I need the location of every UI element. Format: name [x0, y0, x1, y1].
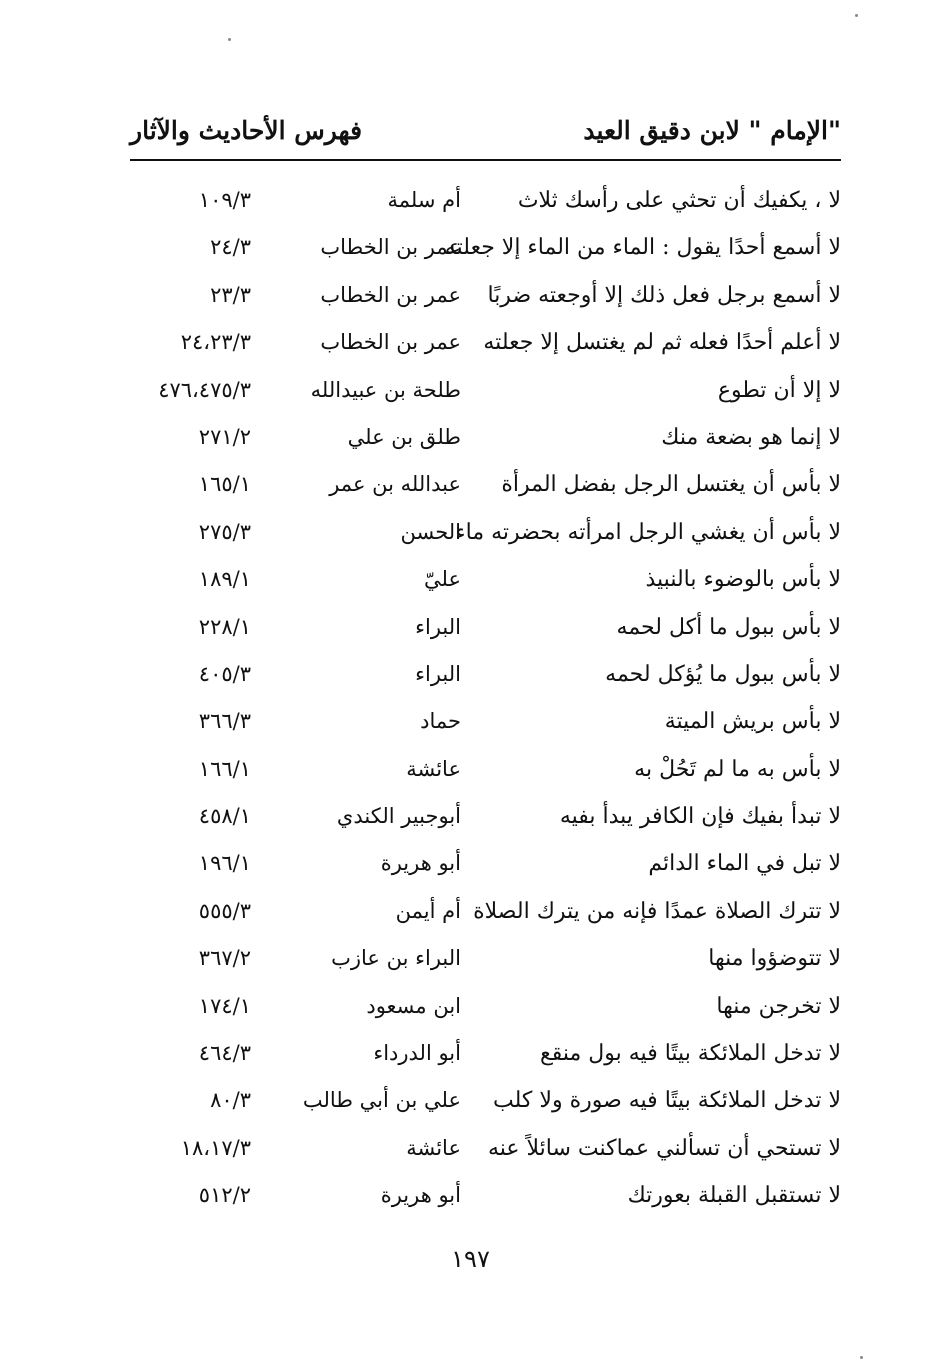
narrator: عمر بن الخطاب: [320, 235, 461, 260]
index-entry: [130, 279, 841, 326]
index-entry: [130, 753, 841, 800]
narrator: عائشة: [406, 1135, 461, 1160]
volume-page-ref: ١٩٦/١: [198, 851, 251, 876]
volume-page-ref: ٢٤،٢٣/٣: [180, 330, 251, 355]
index-entry: [130, 658, 841, 705]
volume-page-ref: ٣٦٧/٢: [198, 946, 251, 971]
hadith-text: لا تتوضؤوا منها: [708, 946, 841, 972]
hadith-text: لا تبدأ بفيك فإن الكافر يبدأ بفيه: [559, 804, 841, 830]
hadith-text: لا أسمع برجل فعل ذلك إلا أوجعته ضربًا: [487, 282, 841, 308]
index-entry: [130, 1037, 841, 1084]
volume-page-ref: ١٨،١٧/٣: [180, 1135, 251, 1160]
index-entry: [130, 516, 841, 563]
scan-speck: [860, 1356, 863, 1359]
hadith-text: لا تبل في الماء الدائم: [648, 851, 841, 877]
narrator: أبو هريرة: [380, 1183, 461, 1208]
narrator: أم سلمة: [387, 188, 461, 212]
volume-page-ref: ٥١٢/٢: [198, 1183, 251, 1208]
narrator: عمر بن الخطاب: [320, 330, 461, 355]
volume-page-ref: ٢٧١/٢: [198, 424, 251, 449]
index-entry: [130, 1132, 841, 1179]
volume-page-ref: ١٦٥/١: [198, 472, 251, 497]
volume-page-ref: ٤٦٤/٣: [198, 1041, 251, 1066]
volume-page-ref: ٢٢٨/١: [198, 614, 251, 639]
hadith-text: لا بأس ببول ما يُؤكل لحمه: [605, 661, 841, 687]
hadith-index-list: [130, 184, 841, 1227]
volume-page-ref: ٤٧٦،٤٧٥/٣: [158, 377, 251, 402]
volume-page-ref: ٢٤/٣: [210, 235, 251, 260]
scan-speck: [228, 38, 231, 41]
volume-page-ref: ١٧٤/١: [198, 993, 251, 1018]
volume-page-ref: ٤٠٥/٣: [198, 661, 251, 686]
index-entry: [130, 800, 841, 847]
narrator: عائشة: [406, 756, 461, 781]
hadith-text: لا تستحي أن تسألني عماكنت سائلاً عنه: [487, 1135, 841, 1161]
narrator: عمر بن الخطاب: [320, 282, 461, 307]
hadith-text: لا تدخل الملائكة بيتًا فيه صورة ولا كلب: [493, 1088, 841, 1114]
hadith-text: لا بأس أن يغشي الرجل امرأته بحضرته ماء: [455, 519, 841, 545]
page-number: ١٩٧: [451, 1245, 490, 1273]
section-title: فهرس الأحاديث والآثار: [130, 116, 363, 145]
index-entry: [130, 895, 841, 942]
hadith-text: لا تستقبل القبلة بعورتك: [627, 1183, 841, 1209]
hadith-text: لا بأس أن يغتسل الرجل بفضل المرأة: [501, 472, 841, 498]
hadith-text: لا ، يكفيك أن تحثي على رأسك ثلاث: [517, 188, 841, 213]
volume-page-ref: ١٦٦/١: [198, 756, 251, 781]
index-entry: [130, 1084, 841, 1131]
index-entry: [130, 942, 841, 989]
narrator: أبوجبير الكندي: [336, 804, 461, 829]
index-entry: [130, 1179, 841, 1226]
volume-page-ref: ٨٠/٣: [210, 1088, 251, 1113]
index-entry: [130, 184, 841, 231]
hadith-text: لا إنما هو بضعة منك: [661, 424, 841, 450]
hadith-text: لا تخرجن منها: [716, 993, 841, 1019]
hadith-text: لا بأس بالوضوء بالنبيذ: [645, 567, 841, 593]
hadith-text: لا تدخل الملائكة بيتًا فيه بول منقع: [540, 1041, 841, 1067]
volume-page-ref: ٢٧٥/٣: [198, 519, 251, 544]
volume-page-ref: ٤٥٨/١: [198, 804, 251, 829]
narrator: طلحة بن عبيدالله: [310, 377, 461, 402]
index-entry: [130, 326, 841, 373]
index-entry: [130, 563, 841, 610]
hadith-text: لا بأس به ما لم تَحُلْ به: [634, 756, 841, 782]
narrator: ابن مسعود: [366, 993, 461, 1018]
narrator: أبو الدرداء: [373, 1041, 461, 1066]
narrator: عليّ: [424, 567, 461, 592]
hadith-text: لا تترك الصلاة عمدًا فإنه من يترك الصلاة: [473, 898, 841, 924]
volume-page-ref: ١٨٩/١: [198, 567, 251, 592]
index-entry: [130, 990, 841, 1037]
index-entry: [130, 421, 841, 468]
index-entry: [130, 468, 841, 515]
narrator: طلق بن علي: [347, 424, 461, 449]
scan-speck: [855, 14, 858, 17]
header-rule: [130, 159, 841, 161]
hadith-text: لا أسمع أحدًا يقول : الماء من الماء إلا جعلته: [444, 235, 841, 261]
volume-page-ref: ١٠٩/٣: [198, 188, 251, 212]
narrator: أبو هريرة: [380, 851, 461, 876]
book-title: "الإمام " لابن دقيق العيد: [583, 116, 841, 145]
running-header: [130, 116, 841, 156]
index-entry: [130, 847, 841, 894]
index-entry: [130, 374, 841, 421]
narrator: الحسن: [400, 519, 461, 544]
hadith-text: لا بأس ببول ما أكل لحمه: [616, 614, 841, 640]
volume-page-ref: ٥٥٥/٣: [198, 898, 251, 923]
index-entry: [130, 705, 841, 752]
narrator: عبدالله بن عمر: [329, 472, 461, 497]
hadith-text: لا أعلم أحدًا فعله ثم لم يغتسل إلا جعلته: [483, 330, 841, 356]
narrator: حماد: [420, 709, 461, 734]
index-entry: [130, 231, 841, 278]
hadith-text: لا بأس بريش الميتة: [664, 709, 841, 735]
narrator: البراء بن عازب: [331, 946, 461, 971]
narrator: البراء: [415, 614, 461, 639]
narrator: أم أيمن: [395, 898, 461, 923]
narrator: البراء: [415, 661, 461, 686]
narrator: علي بن أبي طالب: [302, 1088, 461, 1113]
volume-page-ref: ٢٣/٣: [210, 282, 251, 307]
hadith-text: لا إلا أن تطوع: [717, 377, 841, 403]
index-entry: [130, 611, 841, 658]
volume-page-ref: ٣٦٦/٣: [198, 709, 251, 734]
